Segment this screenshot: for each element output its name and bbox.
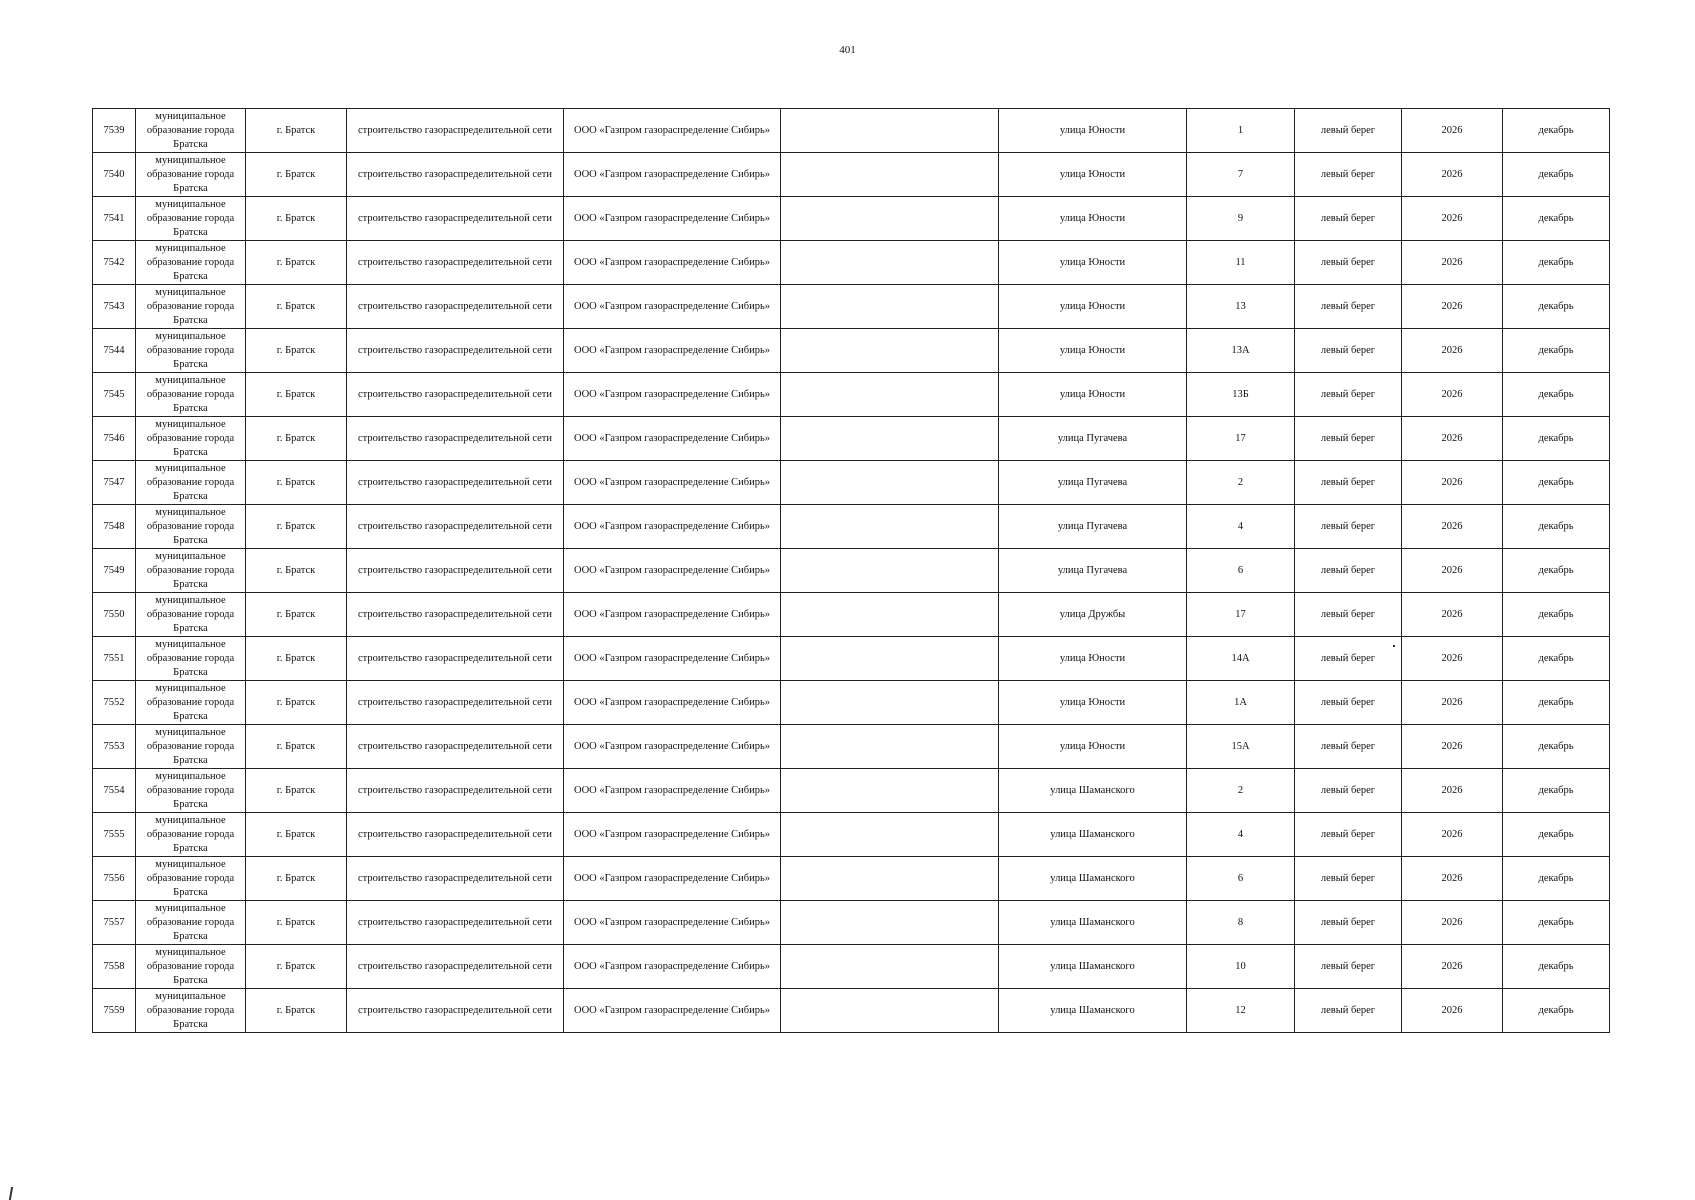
cell-street: улица Пугачева [999, 461, 1187, 505]
cell-work-type: строительство газораспределительной сети [347, 285, 564, 329]
cell-organization: ООО «Газпром газораспределение Сибирь» [564, 681, 781, 725]
cell-city: г. Братск [246, 329, 347, 373]
cell-street: улица Юности [999, 197, 1187, 241]
cell-work-type: строительство газораспределительной сети [347, 241, 564, 285]
cell-river-bank: левый берег [1295, 417, 1402, 461]
cell-number: 7551 [93, 637, 136, 681]
cell-empty [781, 725, 999, 769]
cell-empty [781, 945, 999, 989]
cell-city: г. Братск [246, 109, 347, 153]
cell-house-number: 17 [1187, 417, 1295, 461]
cell-street: улица Пугачева [999, 549, 1187, 593]
cell-city: г. Братск [246, 593, 347, 637]
cell-number: 7557 [93, 901, 136, 945]
cell-work-type: строительство газораспределительной сети [347, 197, 564, 241]
cell-river-bank: левый берег [1295, 681, 1402, 725]
page-number: 401 [839, 44, 856, 56]
cell-month: декабрь [1503, 461, 1610, 505]
registry-table [92, 108, 1610, 1033]
cell-house-number: 13 [1187, 285, 1295, 329]
cell-river-bank: левый берег [1295, 901, 1402, 945]
cell-month: декабрь [1503, 329, 1610, 373]
cell-city: г. Братск [246, 945, 347, 989]
cell-organization: ООО «Газпром газораспределение Сибирь» [564, 901, 781, 945]
cell-work-type: строительство газораспределительной сети [347, 153, 564, 197]
cell-city: г. Братск [246, 197, 347, 241]
cell-river-bank: левый берег [1295, 593, 1402, 637]
cell-municipality: муниципальное образование города Братска [136, 681, 246, 725]
table-row [93, 813, 1610, 857]
cell-street: улица Юности [999, 241, 1187, 285]
cell-month: декабрь [1503, 725, 1610, 769]
cell-organization: ООО «Газпром газораспределение Сибирь» [564, 813, 781, 857]
cell-year: 2026 [1402, 681, 1503, 725]
table-row [93, 153, 1610, 197]
cell-year: 2026 [1402, 373, 1503, 417]
table-row [93, 461, 1610, 505]
cell-year: 2026 [1402, 813, 1503, 857]
cell-organization: ООО «Газпром газораспределение Сибирь» [564, 109, 781, 153]
cell-river-bank: левый берег [1295, 461, 1402, 505]
cell-month: декабрь [1503, 505, 1610, 549]
cell-empty [781, 989, 999, 1033]
cell-year: 2026 [1402, 725, 1503, 769]
cell-number: 7541 [93, 197, 136, 241]
cell-municipality: муниципальное образование города Братска [136, 417, 246, 461]
cell-organization: ООО «Газпром газораспределение Сибирь» [564, 373, 781, 417]
cell-number: 7548 [93, 505, 136, 549]
cell-year: 2026 [1402, 549, 1503, 593]
cell-number: 7540 [93, 153, 136, 197]
cell-number: 7546 [93, 417, 136, 461]
cell-house-number: 10 [1187, 945, 1295, 989]
cell-city: г. Братск [246, 241, 347, 285]
cell-river-bank: левый берег [1295, 549, 1402, 593]
cell-house-number: 7 [1187, 153, 1295, 197]
cell-municipality: муниципальное образование города Братска [136, 549, 246, 593]
cell-city: г. Братск [246, 681, 347, 725]
cell-empty [781, 813, 999, 857]
scan-mark [9, 1187, 13, 1200]
cell-empty [781, 109, 999, 153]
cell-street: улица Юности [999, 109, 1187, 153]
cell-street: улица Юности [999, 285, 1187, 329]
cell-number: 7542 [93, 241, 136, 285]
cell-house-number: 13А [1187, 329, 1295, 373]
cell-empty [781, 637, 999, 681]
cell-month: декабрь [1503, 593, 1610, 637]
cell-month: декабрь [1503, 681, 1610, 725]
cell-house-number: 15А [1187, 725, 1295, 769]
cell-municipality: муниципальное образование города Братска [136, 945, 246, 989]
cell-house-number: 12 [1187, 989, 1295, 1033]
cell-street: улица Пугачева [999, 417, 1187, 461]
cell-month: декабрь [1503, 197, 1610, 241]
cell-river-bank: левый берег [1295, 813, 1402, 857]
table-row [93, 197, 1610, 241]
cell-street: улица Юности [999, 373, 1187, 417]
cell-street: улица Шаманского [999, 857, 1187, 901]
cell-work-type: строительство газораспределительной сети [347, 505, 564, 549]
cell-organization: ООО «Газпром газораспределение Сибирь» [564, 197, 781, 241]
cell-year: 2026 [1402, 241, 1503, 285]
cell-street: улица Юности [999, 637, 1187, 681]
cell-city: г. Братск [246, 901, 347, 945]
cell-city: г. Братск [246, 857, 347, 901]
cell-year: 2026 [1402, 505, 1503, 549]
cell-number: 7549 [93, 549, 136, 593]
table-row [93, 593, 1610, 637]
cell-organization: ООО «Газпром газораспределение Сибирь» [564, 725, 781, 769]
cell-city: г. Братск [246, 549, 347, 593]
cell-work-type: строительство газораспределительной сети [347, 725, 564, 769]
cell-year: 2026 [1402, 901, 1503, 945]
cell-house-number: 2 [1187, 461, 1295, 505]
cell-month: декабрь [1503, 857, 1610, 901]
table-row [93, 989, 1610, 1033]
cell-organization: ООО «Газпром газораспределение Сибирь» [564, 329, 781, 373]
cell-empty [781, 241, 999, 285]
cell-municipality: муниципальное образование города Братска [136, 241, 246, 285]
cell-river-bank: левый берег [1295, 329, 1402, 373]
table-row [93, 373, 1610, 417]
cell-river-bank: левый берег [1295, 725, 1402, 769]
cell-month: декабрь [1503, 813, 1610, 857]
cell-year: 2026 [1402, 945, 1503, 989]
cell-house-number: 13Б [1187, 373, 1295, 417]
cell-street: улица Шаманского [999, 769, 1187, 813]
cell-number: 7544 [93, 329, 136, 373]
cell-municipality: муниципальное образование города Братска [136, 989, 246, 1033]
cell-work-type: строительство газораспределительной сети [347, 417, 564, 461]
table-row [93, 637, 1610, 681]
cell-month: декабрь [1503, 153, 1610, 197]
cell-street: улица Дружбы [999, 593, 1187, 637]
table-row [93, 769, 1610, 813]
cell-organization: ООО «Газпром газораспределение Сибирь» [564, 637, 781, 681]
cell-organization: ООО «Газпром газораспределение Сибирь» [564, 769, 781, 813]
cell-river-bank: левый берег [1295, 373, 1402, 417]
cell-house-number: 8 [1187, 901, 1295, 945]
cell-empty [781, 769, 999, 813]
cell-river-bank: левый берег [1295, 197, 1402, 241]
cell-house-number: 6 [1187, 857, 1295, 901]
cell-organization: ООО «Газпром газораспределение Сибирь» [564, 153, 781, 197]
cell-river-bank: левый берег [1295, 637, 1402, 681]
cell-municipality: муниципальное образование города Братска [136, 329, 246, 373]
cell-organization: ООО «Газпром газораспределение Сибирь» [564, 505, 781, 549]
cell-year: 2026 [1402, 989, 1503, 1033]
cell-empty [781, 373, 999, 417]
cell-house-number: 14А [1187, 637, 1295, 681]
cell-empty [781, 197, 999, 241]
cell-organization: ООО «Газпром газораспределение Сибирь» [564, 549, 781, 593]
cell-city: г. Братск [246, 417, 347, 461]
cell-empty [781, 153, 999, 197]
cell-number: 7558 [93, 945, 136, 989]
cell-work-type: строительство газораспределительной сети [347, 681, 564, 725]
cell-work-type: строительство газораспределительной сети [347, 593, 564, 637]
table-row [93, 725, 1610, 769]
cell-organization: ООО «Газпром газораспределение Сибирь» [564, 285, 781, 329]
cell-number: 7556 [93, 857, 136, 901]
cell-month: декабрь [1503, 945, 1610, 989]
cell-city: г. Братск [246, 637, 347, 681]
cell-house-number: 17 [1187, 593, 1295, 637]
cell-municipality: муниципальное образование города Братска [136, 725, 246, 769]
table-row [93, 505, 1610, 549]
cell-municipality: муниципальное образование города Братска [136, 857, 246, 901]
cell-city: г. Братск [246, 461, 347, 505]
cell-month: декабрь [1503, 769, 1610, 813]
cell-empty [781, 681, 999, 725]
cell-city: г. Братск [246, 373, 347, 417]
cell-year: 2026 [1402, 637, 1503, 681]
cell-work-type: строительство газораспределительной сети [347, 901, 564, 945]
table-row [93, 945, 1610, 989]
cell-organization: ООО «Газпром газораспределение Сибирь» [564, 417, 781, 461]
cell-empty [781, 417, 999, 461]
cell-month: декабрь [1503, 373, 1610, 417]
cell-work-type: строительство газораспределительной сети [347, 329, 564, 373]
cell-house-number: 4 [1187, 813, 1295, 857]
cell-number: 7552 [93, 681, 136, 725]
cell-street: улица Юности [999, 725, 1187, 769]
cell-river-bank: левый берег [1295, 505, 1402, 549]
cell-street: улица Шаманского [999, 901, 1187, 945]
cell-work-type: строительство газораспределительной сети [347, 857, 564, 901]
cell-month: декабрь [1503, 989, 1610, 1033]
cell-municipality: муниципальное образование города Братска [136, 153, 246, 197]
cell-organization: ООО «Газпром газораспределение Сибирь» [564, 857, 781, 901]
cell-street: улица Шаманского [999, 989, 1187, 1033]
cell-organization: ООО «Газпром газораспределение Сибирь» [564, 989, 781, 1033]
cell-number: 7547 [93, 461, 136, 505]
cell-city: г. Братск [246, 813, 347, 857]
cell-work-type: строительство газораспределительной сети [347, 813, 564, 857]
cell-city: г. Братск [246, 285, 347, 329]
cell-work-type: строительство газораспределительной сети [347, 461, 564, 505]
cell-river-bank: левый берег [1295, 153, 1402, 197]
cell-city: г. Братск [246, 505, 347, 549]
cell-empty [781, 857, 999, 901]
cell-river-bank: левый берег [1295, 857, 1402, 901]
cell-river-bank: левый берег [1295, 945, 1402, 989]
cell-street: улица Юности [999, 153, 1187, 197]
cell-work-type: строительство газораспределительной сети [347, 109, 564, 153]
cell-house-number: 6 [1187, 549, 1295, 593]
table-row [93, 857, 1610, 901]
cell-municipality: муниципальное образование города Братска [136, 285, 246, 329]
table-row [93, 417, 1610, 461]
cell-empty [781, 593, 999, 637]
cell-street: улица Шаманского [999, 945, 1187, 989]
cell-year: 2026 [1402, 329, 1503, 373]
cell-municipality: муниципальное образование города Братска [136, 461, 246, 505]
cell-house-number: 4 [1187, 505, 1295, 549]
cell-number: 7539 [93, 109, 136, 153]
table-row [93, 285, 1610, 329]
cell-river-bank: левый берег [1295, 989, 1402, 1033]
cell-month: декабрь [1503, 285, 1610, 329]
cell-month: декабрь [1503, 901, 1610, 945]
cell-house-number: 9 [1187, 197, 1295, 241]
cell-empty [781, 505, 999, 549]
cell-municipality: муниципальное образование города Братска [136, 505, 246, 549]
cell-street: улица Юности [999, 329, 1187, 373]
cell-organization: ООО «Газпром газораспределение Сибирь» [564, 945, 781, 989]
cell-year: 2026 [1402, 109, 1503, 153]
cell-house-number: 11 [1187, 241, 1295, 285]
cell-number: 7550 [93, 593, 136, 637]
cell-street: улица Пугачева [999, 505, 1187, 549]
cell-number: 7545 [93, 373, 136, 417]
cell-empty [781, 901, 999, 945]
cell-year: 2026 [1402, 285, 1503, 329]
cell-number: 7559 [93, 989, 136, 1033]
cell-municipality: муниципальное образование города Братска [136, 813, 246, 857]
cell-month: декабрь [1503, 109, 1610, 153]
cell-year: 2026 [1402, 857, 1503, 901]
cell-year: 2026 [1402, 153, 1503, 197]
cell-year: 2026 [1402, 769, 1503, 813]
cell-river-bank: левый берег [1295, 285, 1402, 329]
cell-work-type: строительство газораспределительной сети [347, 989, 564, 1033]
cell-house-number: 1 [1187, 109, 1295, 153]
cell-house-number: 2 [1187, 769, 1295, 813]
cell-year: 2026 [1402, 197, 1503, 241]
cell-month: декабрь [1503, 637, 1610, 681]
cell-year: 2026 [1402, 461, 1503, 505]
cell-organization: ООО «Газпром газораспределение Сибирь» [564, 461, 781, 505]
cell-municipality: муниципальное образование города Братска [136, 373, 246, 417]
cell-empty [781, 549, 999, 593]
scan-speck [1393, 645, 1395, 647]
cell-month: декабрь [1503, 241, 1610, 285]
cell-work-type: строительство газораспределительной сети [347, 769, 564, 813]
cell-empty [781, 461, 999, 505]
cell-work-type: строительство газораспределительной сети [347, 637, 564, 681]
cell-river-bank: левый берег [1295, 109, 1402, 153]
cell-work-type: строительство газораспределительной сети [347, 549, 564, 593]
cell-month: декабрь [1503, 549, 1610, 593]
table-row [93, 901, 1610, 945]
cell-year: 2026 [1402, 417, 1503, 461]
cell-number: 7555 [93, 813, 136, 857]
cell-city: г. Братск [246, 989, 347, 1033]
cell-work-type: строительство газораспределительной сети [347, 945, 564, 989]
table-row [93, 241, 1610, 285]
cell-empty [781, 285, 999, 329]
cell-street: улица Юности [999, 681, 1187, 725]
cell-number: 7553 [93, 725, 136, 769]
cell-number: 7554 [93, 769, 136, 813]
table-row [93, 681, 1610, 725]
cell-city: г. Братск [246, 769, 347, 813]
cell-river-bank: левый берег [1295, 241, 1402, 285]
cell-municipality: муниципальное образование города Братска [136, 109, 246, 153]
cell-municipality: муниципальное образование города Братска [136, 901, 246, 945]
cell-city: г. Братск [246, 153, 347, 197]
cell-organization: ООО «Газпром газораспределение Сибирь» [564, 241, 781, 285]
cell-empty [781, 329, 999, 373]
cell-city: г. Братск [246, 725, 347, 769]
table-row [93, 109, 1610, 153]
cell-organization: ООО «Газпром газораспределение Сибирь» [564, 593, 781, 637]
cell-month: декабрь [1503, 417, 1610, 461]
registry-table-body [93, 109, 1610, 1033]
cell-work-type: строительство газораспределительной сети [347, 373, 564, 417]
cell-street: улица Шаманского [999, 813, 1187, 857]
table-row [93, 549, 1610, 593]
cell-house-number: 1А [1187, 681, 1295, 725]
cell-municipality: муниципальное образование города Братска [136, 637, 246, 681]
cell-municipality: муниципальное образование города Братска [136, 593, 246, 637]
cell-river-bank: левый берег [1295, 769, 1402, 813]
cell-year: 2026 [1402, 593, 1503, 637]
table-row [93, 329, 1610, 373]
cell-number: 7543 [93, 285, 136, 329]
cell-municipality: муниципальное образование города Братска [136, 197, 246, 241]
cell-municipality: муниципальное образование города Братска [136, 769, 246, 813]
